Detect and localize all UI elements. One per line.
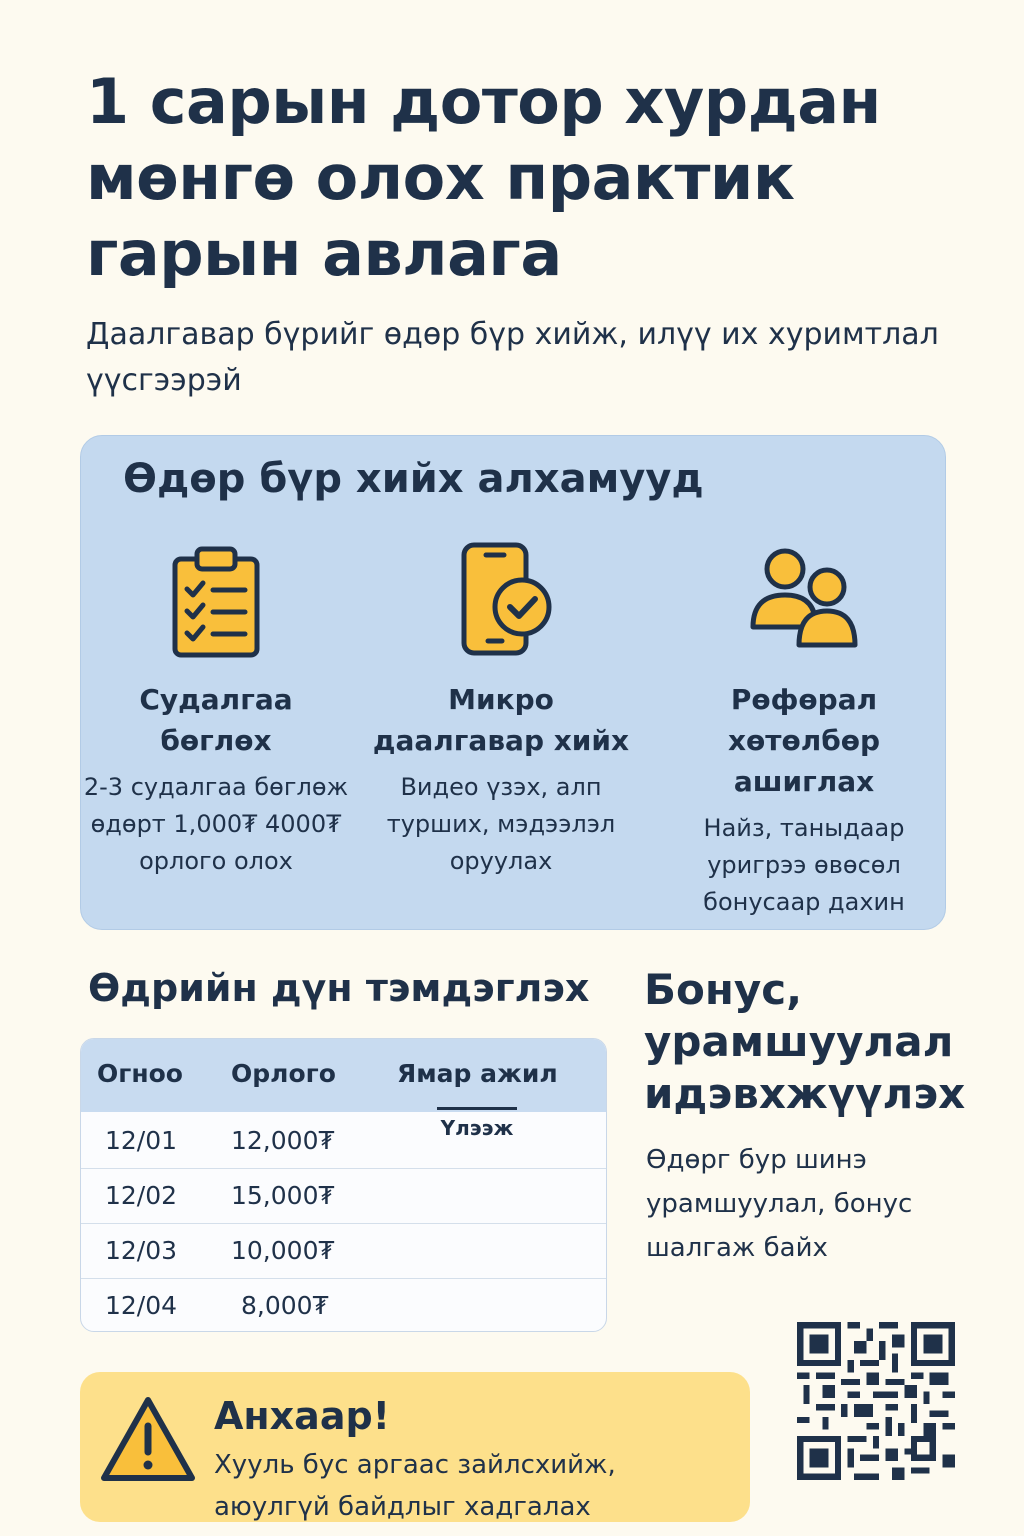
cell-date: 12/02 xyxy=(105,1181,178,1210)
step-name: Рөфөрал хөтөлбөр ашиглах xyxy=(727,683,881,798)
cell-income: 10,000₮ xyxy=(231,1236,335,1265)
cell-income: 15,000₮ xyxy=(231,1181,335,1210)
bonus-title: Бонус, урамшуулал идэвхжүүлэх xyxy=(644,965,966,1118)
daily-results-title: Өдрийн дүн тэмдэглэх xyxy=(88,966,590,1010)
step-survey xyxy=(81,541,351,880)
step-desc: Найз, таныдаар уригрээ өвөсөл бонусаар дахин xyxy=(703,814,905,916)
people-icon xyxy=(749,541,859,661)
cell-income: 8,000₮ xyxy=(241,1291,329,1320)
clipboard-checklist-icon xyxy=(161,541,271,661)
daily-results-table xyxy=(80,1038,607,1332)
step-name: Судалгаа бөглөх xyxy=(139,683,293,757)
step-micro-tasks xyxy=(366,541,636,880)
table-row xyxy=(81,1223,606,1279)
warning-text: Хууль бус аргаас зайлсхийж, аюулгүй байдлыг хадгалах xyxy=(214,1450,616,1522)
table-header xyxy=(81,1039,606,1112)
cell-date: 12/03 xyxy=(105,1236,178,1265)
step-desc: 2-3 судалгаа бөглөж өдөрт 1,000₮ 4000₮ орлого олох xyxy=(83,773,349,875)
table-row xyxy=(81,1113,606,1169)
step-referral xyxy=(669,541,939,921)
table-row xyxy=(81,1278,606,1332)
bonus-text: Өдөрг бур шинэ урамшуулал, бонус шалгаж байх xyxy=(646,1145,913,1263)
column-header-date: Огноо xyxy=(97,1059,183,1088)
cell-income: 12,000₮ xyxy=(231,1126,335,1155)
step-desc: Видео үзэх, алп турших, мэдээлэл оруулах xyxy=(386,773,616,875)
warning-triangle-icon xyxy=(100,1394,196,1484)
table-row xyxy=(81,1168,606,1224)
page-title: 1 сарын дотор хурдан мөнгө олох практик гарын авлага xyxy=(86,65,881,290)
warning-box xyxy=(80,1372,750,1522)
phone-check-icon xyxy=(446,541,556,661)
warning-title: Анхаар! xyxy=(214,1394,390,1438)
page-subtitle: Даалгавар бүрийг өдөр бүр хийж, илүү их хуримтлал үүсгээрэй xyxy=(86,317,939,398)
cell-date: 12/04 xyxy=(105,1291,178,1320)
cell-date: 12/01 xyxy=(105,1126,178,1155)
steps-title: Өдөр бүр хийх алхамууд xyxy=(123,456,704,502)
job-note: Үлээж xyxy=(437,1107,517,1140)
column-header-job: Ямар ажил xyxy=(397,1059,558,1088)
daily-steps-card xyxy=(80,435,946,930)
column-header-income: Орлого xyxy=(231,1059,336,1088)
qr-code-icon[interactable] xyxy=(797,1322,955,1480)
step-name: Микро даалгавар хийх xyxy=(372,683,630,757)
